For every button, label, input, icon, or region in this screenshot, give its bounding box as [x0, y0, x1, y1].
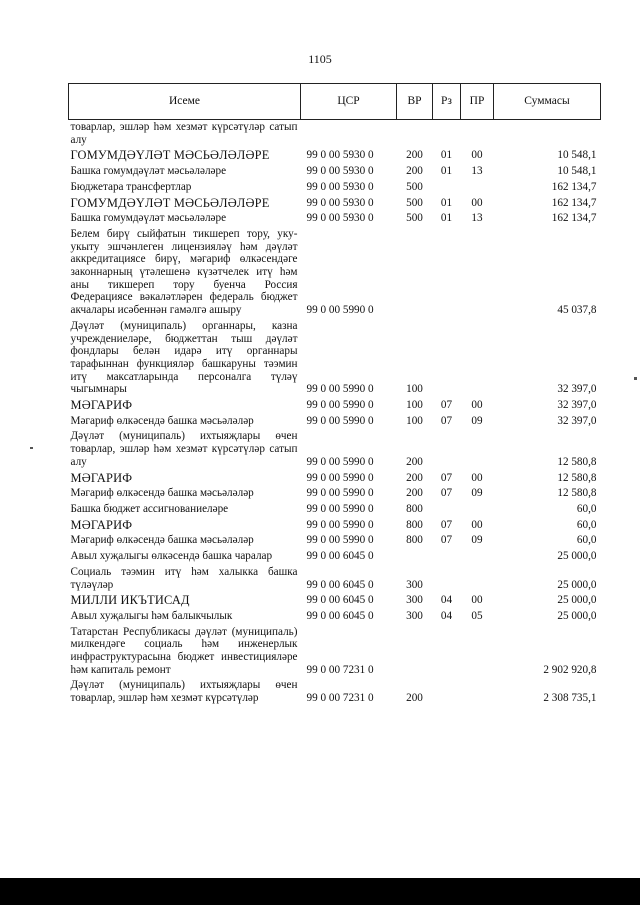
cell-sum: 60,0	[576, 502, 597, 515]
cell-sum: 2 308 735,1	[543, 692, 597, 705]
cell-rz: 07	[440, 518, 453, 531]
cell-csr: 99 0 00 5930 0	[306, 196, 374, 209]
table-row	[69, 227, 601, 319]
cell-rz	[433, 565, 461, 593]
cell-sum	[494, 120, 601, 149]
cell-sum: 162 134,7	[551, 212, 597, 225]
cell-name: Авыл хуҗалыгы өлкәсендә башка чаралар	[70, 550, 273, 563]
cell-name: Башка бюджет ассигнованиеләре	[70, 502, 229, 515]
table-row	[69, 398, 601, 414]
cell-rz: 07	[440, 487, 453, 500]
cell-name: Дәүләт (муниципаль) ихтыяҗлары өчен товарлар, эшләр һәм хезмәт күрсәтүләр сатып алу	[70, 430, 298, 468]
cell-rz	[433, 549, 461, 565]
budget-table	[68, 83, 601, 707]
scan-mark	[30, 447, 33, 449]
table-row	[69, 148, 601, 164]
scan-bottom-band	[0, 878, 640, 905]
cell-rz	[433, 625, 461, 679]
cell-vr: 200	[406, 471, 423, 484]
cell-vr: 200	[406, 149, 423, 162]
cell-pr: 05	[471, 609, 483, 622]
cell-name: Мәгариф өлкәсендә башка мәсьәләләр	[70, 414, 254, 427]
cell-name: МИЛЛИ ИКЪТИСАД	[70, 593, 190, 608]
header-name: Исеме	[69, 84, 301, 120]
cell-vr	[397, 227, 433, 319]
cell-sum: 162 134,7	[551, 180, 597, 193]
cell-sum: 32 397,0	[557, 399, 597, 412]
cell-vr: 200	[406, 692, 423, 705]
cell-pr: 00	[471, 399, 483, 412]
cell-vr: 500	[406, 180, 423, 193]
cell-pr	[461, 502, 494, 518]
cell-csr: 99 0 00 5930 0	[306, 212, 374, 225]
cell-vr	[397, 625, 433, 679]
cell-csr: 99 0 00 5990 0	[306, 455, 374, 468]
cell-name: Мәгариф өлкәсендә башка мәсьәләләр	[70, 487, 254, 500]
cell-csr: 99 0 00 5930 0	[306, 165, 374, 178]
cell-csr: 99 0 00 7231 0	[306, 663, 374, 676]
cell-name: Социаль тәэмин итү һәм халыкка башка түләүләр	[70, 565, 298, 591]
cell-csr: 99 0 00 5990 0	[306, 304, 374, 317]
cell-pr	[461, 120, 494, 149]
cell-sum: 10 548,1	[557, 165, 597, 178]
table-row	[69, 414, 601, 430]
cell-rz: 07	[440, 399, 453, 412]
cell-pr	[461, 227, 494, 319]
cell-csr	[301, 120, 397, 149]
cell-csr: 99 0 00 6045 0	[306, 550, 374, 563]
cell-pr: 09	[471, 414, 483, 427]
cell-pr: 00	[471, 518, 483, 531]
page-number: 1105	[308, 52, 332, 66]
cell-csr: 99 0 00 7231 0	[306, 692, 374, 705]
table-row	[69, 625, 601, 679]
table-row	[69, 533, 601, 549]
table-row	[69, 471, 601, 487]
cell-rz	[433, 429, 461, 470]
cell-csr: 99 0 00 6045 0	[306, 594, 374, 607]
cell-name: Мәгариф өлкәсендә башка мәсьәләләр	[70, 534, 254, 547]
cell-pr: 13	[471, 165, 483, 178]
cell-vr: 800	[406, 518, 423, 531]
cell-rz	[433, 120, 461, 149]
table-row	[69, 429, 601, 470]
cell-sum: 32 397,0	[557, 383, 597, 396]
cell-name: товарлар, эшләр һәм хезмәт күрсәтүләр сатып алу	[70, 121, 298, 146]
cell-rz	[433, 319, 461, 398]
table-row	[69, 518, 601, 534]
cell-sum: 32 397,0	[557, 414, 597, 427]
cell-vr: 500	[406, 212, 423, 225]
cell-sum: 25 000,0	[557, 550, 597, 563]
table-row	[69, 211, 601, 227]
cell-pr: 00	[471, 149, 483, 162]
header-sum: Суммасы	[494, 84, 601, 120]
cell-pr	[461, 565, 494, 593]
cell-csr: 99 0 00 5990 0	[306, 534, 374, 547]
cell-pr: 13	[471, 212, 483, 225]
table-row	[69, 164, 601, 180]
cell-pr: 00	[471, 594, 483, 607]
cell-pr	[461, 549, 494, 565]
cell-csr: 99 0 00 5930 0	[306, 180, 374, 193]
cell-vr: 200	[406, 165, 423, 178]
cell-pr: 09	[471, 534, 483, 547]
table-row	[69, 565, 601, 593]
cell-name: Башка гомумдәүләт мәсьәләләре	[70, 165, 227, 178]
cell-sum: 12 580,8	[557, 455, 597, 468]
table-row	[69, 486, 601, 502]
cell-rz: 07	[440, 471, 453, 484]
cell-csr: 99 0 00 5990 0	[306, 383, 374, 396]
cell-vr: 300	[406, 609, 423, 622]
cell-pr: 00	[471, 471, 483, 484]
cell-pr: 00	[471, 196, 483, 209]
cell-name: МӘГАРИФ	[70, 517, 133, 532]
cell-rz: 01	[440, 149, 453, 162]
cell-pr	[461, 625, 494, 679]
cell-rz	[433, 180, 461, 196]
cell-vr: 800	[406, 534, 423, 547]
cell-name: ГОМУМДӘҮЛӘТ МӘСЬӘЛӘЛӘРЕ	[70, 195, 270, 210]
cell-pr	[461, 678, 494, 706]
table-row	[69, 196, 601, 212]
table-header-row	[69, 84, 601, 120]
cell-pr	[461, 429, 494, 470]
cell-name: Дәүләт (муниципаль) органнары, казна учреждениеләре, бюджеттан тыш дәүләт фондлары белән идарә итү органнары тарафыннан функцияләр башкаруны тәэмин итү максатларында персоналга түләү чыгымнары	[70, 319, 298, 396]
cell-name: Дәүләт (муниципаль) ихтыяҗлары өчен товарлар, эшләр һәм хезмәт күрсәтүләр	[70, 679, 298, 705]
cell-vr	[397, 120, 433, 149]
cell-sum: 60,0	[576, 518, 597, 531]
cell-name: МӘГАРИФ	[70, 398, 133, 413]
header-vr: ВР	[397, 84, 433, 120]
cell-csr: 99 0 00 6045 0	[306, 609, 374, 622]
cell-rz: 04	[440, 594, 453, 607]
cell-rz: 04	[440, 609, 453, 622]
cell-csr: 99 0 00 5990 0	[306, 414, 374, 427]
cell-vr: 500	[406, 196, 423, 209]
cell-vr: 800	[406, 502, 423, 515]
table-body	[69, 120, 601, 707]
cell-pr	[461, 319, 494, 398]
cell-name: ГОМУМДӘҮЛӘТ МӘСЬӘЛӘЛӘРЕ	[70, 148, 270, 163]
cell-vr: 300	[406, 594, 423, 607]
cell-vr: 100	[406, 383, 423, 396]
cell-rz	[433, 227, 461, 319]
table-row	[69, 549, 601, 565]
cell-name: Авыл хуҗалыгы һәм балыкчылык	[70, 609, 233, 622]
cell-name: Татарстан Республикасы дәүләт (муниципаль) милкендәге социаль һәм инженерлык инфраструктурасына бюджет инвестицияләре һәм капиталь ремонт	[70, 625, 298, 676]
cell-sum: 10 548,1	[557, 149, 597, 162]
scan-mark	[634, 377, 637, 380]
cell-vr: 100	[406, 414, 423, 427]
cell-csr: 99 0 00 5990 0	[306, 399, 374, 412]
cell-sum: 162 134,7	[551, 196, 597, 209]
cell-rz	[433, 678, 461, 706]
cell-rz: 07	[440, 534, 453, 547]
cell-csr: 99 0 00 5930 0	[306, 149, 374, 162]
cell-sum: 25 000,0	[557, 594, 597, 607]
cell-csr: 99 0 00 5990 0	[306, 502, 374, 515]
cell-rz	[433, 502, 461, 518]
cell-sum: 12 580,8	[557, 487, 597, 500]
cell-sum: 25 000,0	[557, 609, 597, 622]
cell-sum: 12 580,8	[557, 471, 597, 484]
cell-csr: 99 0 00 6045 0	[306, 578, 374, 591]
cell-csr: 99 0 00 5990 0	[306, 471, 374, 484]
cell-sum: 2 902 920,8	[543, 663, 597, 676]
cell-vr: 100	[406, 399, 423, 412]
cell-vr: 200	[406, 487, 423, 500]
cell-vr	[397, 549, 433, 565]
cell-sum: 60,0	[576, 534, 597, 547]
cell-name: Башка гомумдәүләт мәсьәләләре	[70, 212, 227, 225]
cell-name: Бюджетара трансфертлар	[70, 180, 192, 193]
header-csr: ЦСР	[301, 84, 397, 120]
table-row	[69, 120, 601, 149]
cell-rz: 07	[440, 414, 453, 427]
cell-sum: 45 037,8	[557, 304, 597, 317]
cell-sum: 25 000,0	[557, 578, 597, 591]
cell-rz: 01	[440, 196, 453, 209]
table-row	[69, 180, 601, 196]
table-row	[69, 609, 601, 625]
cell-name: Белем бирү сыйфатын тикшереп тору, уку-укыту эшчәнлеген лицензияләү һәм дәүләт аккредитациясе бирү, мәгариф өлкәсендәге законнарның үтәлешенә күзәтчелек итү һәм аны тикшереп тору буенча Россия Федерациясе вәкаләтләрен федераль бюджет акчалары исәбеннән гамәлгә ашыру	[70, 227, 298, 317]
cell-pr: 09	[471, 487, 483, 500]
header-pr: ПР	[461, 84, 494, 120]
table-row	[69, 678, 601, 706]
cell-vr: 200	[406, 455, 423, 468]
cell-csr: 99 0 00 5990 0	[306, 518, 374, 531]
cell-rz: 01	[440, 212, 453, 225]
cell-name: МӘГАРИФ	[70, 470, 133, 485]
cell-rz: 01	[440, 165, 453, 178]
table-row	[69, 593, 601, 609]
cell-vr: 300	[406, 578, 423, 591]
cell-csr: 99 0 00 5990 0	[306, 487, 374, 500]
header-rz: Рз	[433, 84, 461, 120]
cell-pr	[461, 180, 494, 196]
table-row	[69, 502, 601, 518]
table-row	[69, 319, 601, 398]
